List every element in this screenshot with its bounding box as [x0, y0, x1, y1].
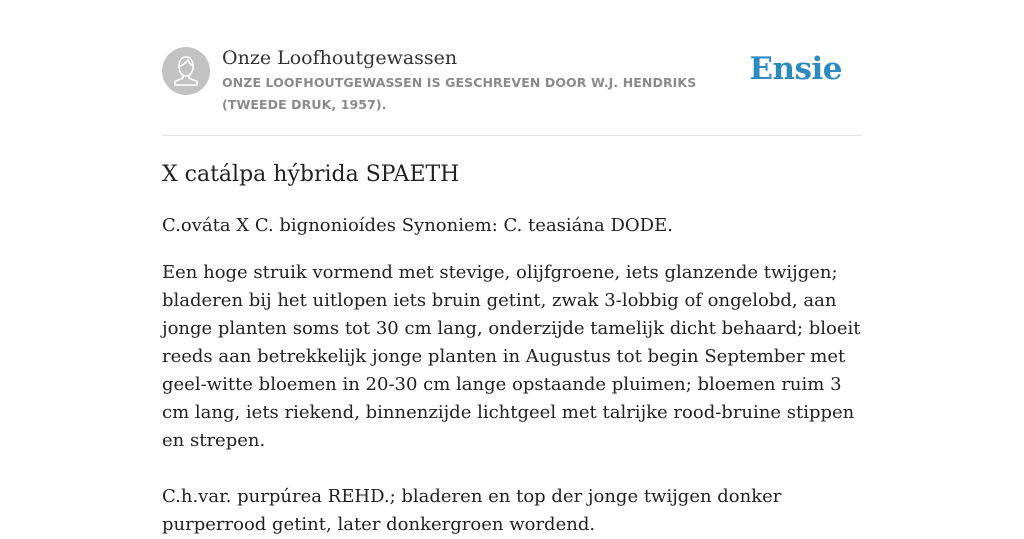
page: [162, 0, 862, 539]
source-title[interactable]: Onze Loofhoutgewassen: [222, 47, 458, 69]
source-header: [162, 46, 862, 136]
entry-paragraph: Een hoge struik vormend met stevige, olijfgroene, iets glanzende twijgen; bladeren bij het uitlopen iets bruin getint, zwak 3-lobbig of ongelobd, aan jonge planten soms tot 30 cm lang, onderzijde tamelijk dicht behaard; bloeit reeds aan betrekkelijk jonge planten in Augustus tot begin September met geel-witte bloemen in 20-30 cm lange opstaande pluimen; bloemen ruim 3 cm lang, iets riekend, binnenzijde lichtgeel met talrijke rood-bruine stippen en strepen.: [162, 262, 861, 451]
source-description: ONZE LOOFHOUTGEWASSEN IS GESCHREVEN DOOR W.J. HENDRIKS (TWEEDE DRUK, 1957).: [222, 75, 697, 112]
ensie-logo[interactable]: Ensie: [749, 51, 842, 87]
entry-paragraph: C.h.var. purpúrea REHD.; bladeren en top der jonge twijgen donker purperrood getint, later donkergroen wordend.: [162, 486, 782, 535]
user-icon: [162, 47, 210, 95]
avatar[interactable]: [162, 47, 210, 95]
entry-title: X catálpa hýbrida SPAETH: [162, 162, 460, 187]
entry-content: [162, 136, 862, 539]
entry-paragraph: C.ováta X C. bignonioídes Synoniem: C. teasiána DODE.: [162, 215, 673, 236]
source-info: [222, 46, 752, 116]
